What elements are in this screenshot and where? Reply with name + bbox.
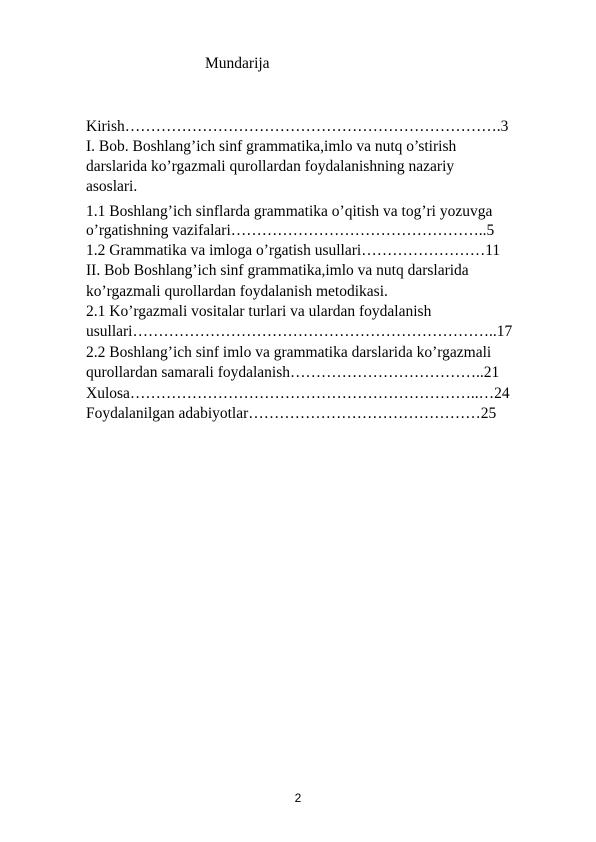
- page-title: Mundarija: [205, 55, 270, 72]
- toc-line: I. Bob. Boshlang’ich sinf grammatika,imlo va nutq o’stirish: [86, 138, 457, 155]
- toc-line: Foydalanilgan adabiyotlar………………………………………25: [86, 405, 497, 422]
- toc-line: II. Bob Boshlang’ich sinf grammatika,imlo va nutq darslarida: [86, 262, 469, 279]
- toc-line: ko’rgazmali qurollardan foydalanish metodikasi.: [86, 283, 388, 300]
- toc-line: asoslari.: [86, 178, 138, 195]
- toc-line: Xulosa…………………………………………………………..…24: [86, 385, 510, 402]
- toc-line: 2.1 Ko’rgazmali vositalar turlari va ulardan foydalanish: [86, 303, 432, 320]
- toc-line: 2.2 Boshlang’ich sinf imlo va grammatika darslarida ko’rgazmali: [86, 344, 492, 361]
- toc-line: Kirish……………………………………………………………….3: [86, 118, 509, 135]
- toc-line: 1.2 Grammatika va imloga o’rgatish usullari……………………11: [86, 242, 501, 259]
- toc-line: o’rgatishning vazifalari…………………………………………..5: [86, 222, 495, 239]
- page-number: 2: [294, 791, 302, 805]
- toc-line: darslarida ko’rgazmali qurollardan foydalanishning nazariy: [86, 158, 455, 175]
- toc-line: usullari……………………………………………………………..17: [86, 323, 513, 340]
- toc-line: 1.1 Boshlang’ich sinflarda grammatika o’qitish va tog’ri yozuvga: [86, 203, 493, 220]
- toc-line: qurollardan samarali foydalanish………………………………..21: [86, 364, 500, 381]
